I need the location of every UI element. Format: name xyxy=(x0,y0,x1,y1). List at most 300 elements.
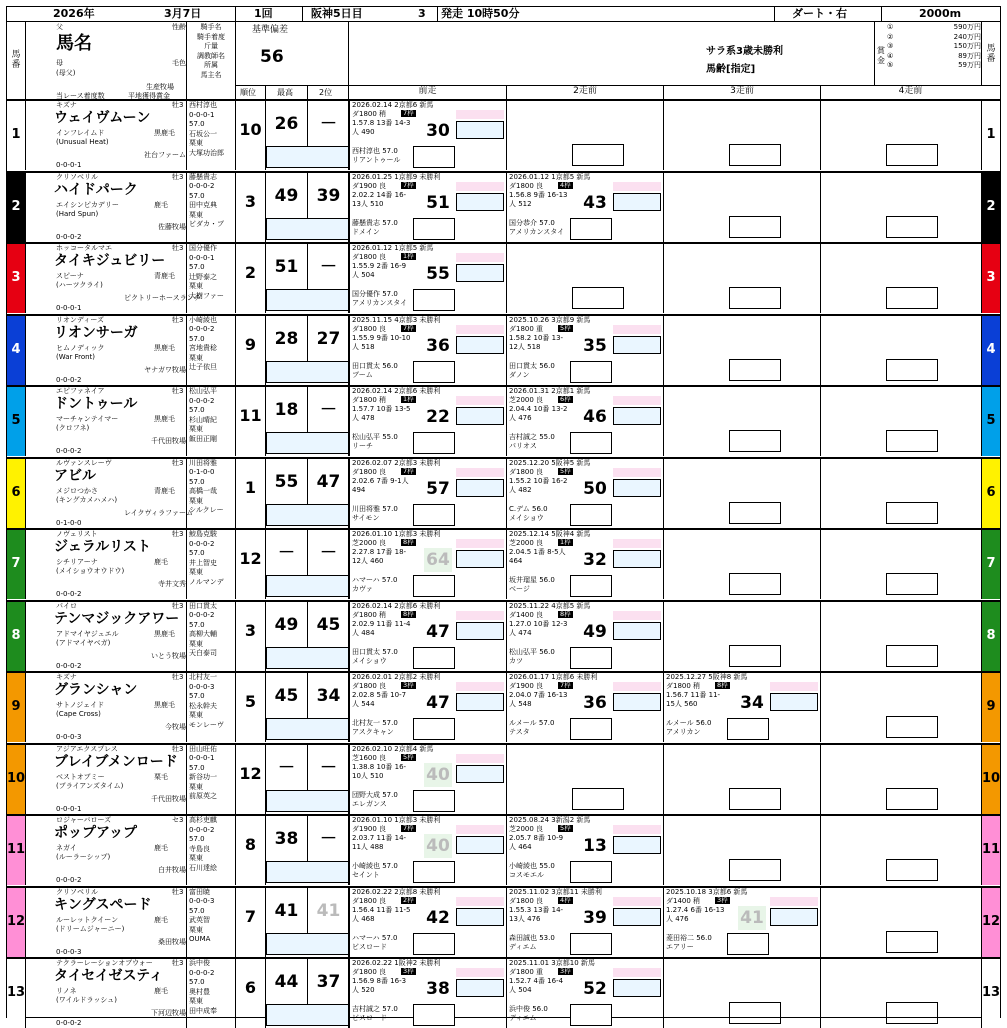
horse-name: リオンサーガ xyxy=(54,324,138,341)
waku-badge: 1枠 xyxy=(560,538,571,546)
ban-label: 番 xyxy=(11,60,21,71)
waku-badge: 2枠 xyxy=(403,895,414,904)
jockey-record: 0-0-0-2 xyxy=(189,325,215,333)
dam: アドマイヤジュエル xyxy=(56,629,119,638)
style-box xyxy=(413,146,455,168)
race-jockey: 吉村誠之 55.0 xyxy=(509,433,555,441)
race-info: 2.02.2 14番 16-13人 510 xyxy=(352,190,407,208)
owner: モンレーヴ xyxy=(189,720,224,729)
style-strip xyxy=(266,1004,349,1026)
pace-marks xyxy=(456,468,504,477)
pace-bar xyxy=(613,622,661,640)
second-score: － xyxy=(320,543,337,563)
mother-label: 母 xyxy=(56,59,63,67)
prev-race-2 xyxy=(506,387,663,456)
owner: シルクレー xyxy=(189,506,224,514)
sire: ノヴェリスト xyxy=(56,530,98,538)
prev-race-4 xyxy=(820,745,981,814)
race-jockey: 森田誠也 53.0 xyxy=(509,933,555,942)
empty-race-box xyxy=(886,931,938,953)
race-card xyxy=(6,6,1001,1027)
best-score: 41 xyxy=(274,900,299,921)
jockey-record: 0-0-0-2 xyxy=(189,396,215,405)
pace-marks xyxy=(456,611,504,620)
score-block xyxy=(236,959,349,1028)
race-jockey: 北村友一 57.0 xyxy=(352,719,398,727)
style-box xyxy=(413,289,455,311)
race-note: カツ xyxy=(509,656,523,665)
pace-bar xyxy=(613,336,661,354)
dam: エイシンピカデリー xyxy=(56,200,119,209)
horse-row xyxy=(7,314,1000,385)
weight: 57.0 xyxy=(189,477,205,486)
pace-bar xyxy=(456,765,504,783)
rank: 5 xyxy=(244,692,257,711)
post-number-left: 9 xyxy=(7,673,26,742)
prev-race-3 xyxy=(663,888,820,957)
pace-marks xyxy=(770,897,818,906)
race-score: 39 xyxy=(583,907,607,928)
horse-name: タイセイゼスティ xyxy=(54,968,164,984)
horse-info xyxy=(26,745,187,814)
horse-row xyxy=(7,385,1000,456)
empty-race-box xyxy=(729,1002,781,1024)
owner-label: 馬主名 xyxy=(200,70,222,79)
horse-info xyxy=(26,530,187,599)
prev-race-1 xyxy=(349,745,506,814)
race-score: 49 xyxy=(583,621,607,642)
date: 3月7日 xyxy=(164,7,202,20)
empty-race-box xyxy=(886,216,938,238)
best-score: 28 xyxy=(274,328,299,349)
second-score: 27 xyxy=(316,328,341,349)
coat: 黒鹿毛 xyxy=(154,701,175,709)
race-date: 2025.12.27 5阪神8 新馬 xyxy=(666,673,748,681)
race-note: エレガンス xyxy=(352,799,387,808)
second-score: － xyxy=(320,257,337,277)
race-score: 64 xyxy=(424,548,452,572)
race-info: 1.27.4 6番 16-13人 476 xyxy=(666,905,725,923)
style-strip xyxy=(266,933,349,955)
dam-sire: (ドリームジャーニー) xyxy=(56,924,125,933)
race-stats: 0-0-0-2 xyxy=(56,590,82,598)
race-note: アメリカン xyxy=(666,728,701,736)
style-strip xyxy=(266,504,349,526)
dam-sire: (アドマイヤベガ) xyxy=(56,638,111,647)
race-date: 2026.02.22 2京都8 未勝利 xyxy=(352,887,441,896)
jockey-info xyxy=(187,459,236,528)
trainer: 松永幹夫 xyxy=(189,701,217,710)
pace-marks xyxy=(456,968,504,977)
affiliation: 栗東 xyxy=(189,568,203,576)
empty-race-box xyxy=(729,502,781,524)
jockey-info xyxy=(187,602,236,671)
rank: 3 xyxy=(244,191,257,211)
race-score: 46 xyxy=(583,407,607,427)
best-score: 49 xyxy=(274,614,299,635)
empty-race-box xyxy=(729,144,781,166)
second-score: 47 xyxy=(316,471,341,492)
prev-race-1 xyxy=(349,816,506,885)
horse-name: テンマジックアワー xyxy=(54,610,180,627)
prev-race-4 xyxy=(820,459,981,528)
trainer: 辻野泰之 xyxy=(189,272,217,281)
post-number-right: 12 xyxy=(981,888,1000,957)
owner: 石川達絵 xyxy=(189,863,217,872)
jockey-record: 0-0-0-2 xyxy=(189,611,215,619)
pace-marks xyxy=(613,325,661,334)
breeder: レイクヴィラファーム xyxy=(124,508,193,517)
post-number-right: 3 xyxy=(981,244,1000,313)
race-jockey: 川田将雅 57.0 xyxy=(352,504,398,513)
mother-father-label: (母父) xyxy=(56,69,76,77)
race-score: 50 xyxy=(583,478,607,499)
coat: 鹿毛 xyxy=(154,987,168,995)
pace-marks xyxy=(456,897,504,906)
race-info: 1.56.4 11番 11-5人 468 xyxy=(352,905,411,923)
pace-marks xyxy=(456,182,504,191)
jockey-record: 0-0-0-1 xyxy=(189,110,215,119)
race-jockey: 団野大成 57.0 xyxy=(352,790,398,799)
race-info: 2.04.0 7番 16-13人 548 xyxy=(509,691,568,708)
race-date: 2025.10.18 3京都6 新馬 xyxy=(666,887,748,896)
affiliation: 栗東 xyxy=(189,997,203,1005)
pace-bar xyxy=(456,693,504,711)
race-jockey: 西村淳也 57.0 xyxy=(352,147,398,155)
second-score: 37 xyxy=(316,972,341,992)
breeder: 寺井文秀 xyxy=(158,580,186,588)
race-note: ビスロード xyxy=(352,1014,387,1022)
prev-race-3 xyxy=(663,959,820,1028)
race-course: ダ1800 稍 xyxy=(352,110,387,118)
dam: リノネ xyxy=(56,987,77,995)
sire: クリソベリル xyxy=(56,172,98,181)
race-info: 2.27.8 17番 18-12人 460 xyxy=(352,548,407,565)
prev-race-1 xyxy=(349,602,506,671)
weight: 57.0 xyxy=(189,835,205,843)
race-note: コスモエル xyxy=(509,871,544,879)
race-stats: 0-0-0-1 xyxy=(56,304,82,312)
empty-race-box xyxy=(729,859,781,881)
prev-race-2 xyxy=(506,673,663,742)
std-diff-label: 基準偏差 xyxy=(252,25,289,35)
coat: 鹿毛 xyxy=(154,844,168,852)
style-strip xyxy=(266,718,349,740)
empty-race-box xyxy=(886,645,938,667)
horse-row xyxy=(7,671,1000,742)
empty-race-box xyxy=(572,788,624,810)
prev-race-3 xyxy=(663,316,820,385)
race-course: ダ1900 良 xyxy=(509,682,544,690)
race-score: 34 xyxy=(740,693,764,713)
prev-race-1 xyxy=(349,316,506,385)
post-number-right: 11 xyxy=(981,816,1000,885)
jockey-record: 0-0-0-1 xyxy=(189,754,215,762)
post-number-left: 11 xyxy=(7,816,26,885)
empty-race-box xyxy=(886,1002,938,1024)
affiliation: 栗東 xyxy=(189,639,203,648)
sex-age: 牡3 xyxy=(172,744,184,753)
prev-race-1 xyxy=(349,673,506,742)
best-score: 55 xyxy=(274,471,299,492)
owner: 大塚功治郎 xyxy=(189,148,224,157)
pace-bar xyxy=(613,693,661,711)
race-jockey: 菱田裕二 56.0 xyxy=(666,933,712,942)
post-number-right: 13 xyxy=(981,959,1000,1028)
empty-race-box xyxy=(729,645,781,667)
weight: 57.0 xyxy=(189,978,205,986)
trainer: 井上智史 xyxy=(189,558,217,567)
race-date: 2026.02.07 2京都3 未勝利 xyxy=(352,458,441,467)
horse-row xyxy=(7,814,1000,885)
shozoku-label: 所属 xyxy=(204,61,218,69)
race-course: ダ1800 重 xyxy=(509,968,544,976)
prev-race-4 xyxy=(820,173,981,242)
race-course: ダ1800 重 xyxy=(509,324,544,333)
prev-race-1 xyxy=(349,959,506,1028)
weight: 57.0 xyxy=(189,191,205,200)
race-note: テスタ xyxy=(509,728,530,736)
breeder-label: 生産牧場 xyxy=(146,83,174,91)
horse-row xyxy=(7,99,1000,170)
score-block xyxy=(236,745,349,814)
horse-info xyxy=(26,101,187,170)
horse-name: ポップアップ xyxy=(54,825,138,841)
race-course: ダ1800 良 xyxy=(352,324,387,333)
race-score: 42 xyxy=(426,907,450,928)
venue: 阪神5日目 xyxy=(311,7,363,20)
race-info: 1.58.2 10番 13-12人 518 xyxy=(509,333,564,351)
race-info: 1.57.7 10番 13-5人 478 xyxy=(352,405,411,422)
race-date: 2025.11.15 4京都3 未勝利 xyxy=(352,315,441,324)
rank: 12 xyxy=(239,549,262,568)
dam-sire: (ルーラーシップ) xyxy=(56,853,111,861)
post-number-left: 3 xyxy=(7,244,26,313)
breeder: 千代田牧場 xyxy=(151,794,186,803)
race-date: 2025.10.26 3京都9 新馬 xyxy=(509,315,591,324)
race-note: エアリー xyxy=(666,942,694,951)
race-jockey: 田口貫太 56.0 xyxy=(352,361,398,370)
horse-row xyxy=(7,171,1000,242)
jockey: 国分優作 xyxy=(189,244,217,252)
waku-badge: 7枠 xyxy=(403,323,414,332)
waku-badge: 3枠 xyxy=(403,967,414,975)
post-number-right: 2 xyxy=(981,173,1000,242)
pace-marks xyxy=(456,325,504,334)
style-box xyxy=(570,647,612,669)
style-box xyxy=(727,718,769,740)
rank: 2 xyxy=(244,263,257,282)
pace-marks xyxy=(770,682,818,691)
score-block xyxy=(236,530,349,599)
style-strip xyxy=(266,218,349,240)
empty-race-box xyxy=(572,144,624,166)
jockey-record: 0-0-0-1 xyxy=(189,253,215,262)
empty-race-box xyxy=(729,216,781,238)
breeder: 桑田牧場 xyxy=(158,937,186,946)
sex-age: 牡3 xyxy=(172,887,184,896)
prev-race-1 xyxy=(349,387,506,456)
race-course: 芝1600 良 xyxy=(352,753,387,762)
race-score: 22 xyxy=(426,407,450,427)
sire: エピファネイア xyxy=(56,387,105,395)
race-date: 2025.12.20 5阪神5 新馬 xyxy=(509,458,591,467)
race-note: ドメイン xyxy=(352,227,380,236)
weight: 57.0 xyxy=(189,549,205,557)
prize-item: ⑤ 59万円 xyxy=(887,61,981,69)
horse-name: ドントゥール xyxy=(54,396,138,412)
race-stats: 0-0-0-2 xyxy=(56,375,82,384)
prize-item: ④ 89万円 xyxy=(887,51,981,60)
race-course: 芝2000 良 xyxy=(509,396,544,404)
race-course: ダ1800 良 xyxy=(352,467,387,476)
style-box xyxy=(570,1004,612,1026)
pace-marks xyxy=(613,968,661,977)
prize-label: 賞金 xyxy=(877,46,885,65)
jockey: 田山旺佑 xyxy=(189,744,217,753)
horse-row xyxy=(7,743,1000,814)
waku-badge: 8枠 xyxy=(717,681,728,689)
race-jockey: 国分恭介 57.0 xyxy=(509,218,555,227)
trainer: 奥村豊 xyxy=(189,987,210,996)
sire: キズナ xyxy=(56,101,77,109)
empty-race-box xyxy=(729,788,781,810)
second-score: － xyxy=(320,400,337,420)
race-date: 2025.11.01 3京都10 新馬 xyxy=(509,959,595,967)
post-number-left: 5 xyxy=(7,387,26,456)
coat: 黒鹿毛 xyxy=(154,129,175,137)
race-date: 2026.02.14 2京都6 未勝利 xyxy=(352,387,441,395)
prev-race-1 xyxy=(349,459,506,528)
race-jockey: 浜中俊 56.0 xyxy=(509,1005,548,1013)
pace-marks xyxy=(613,611,661,620)
race-stats: 0-0-0-1 xyxy=(56,804,82,813)
race-score: 47 xyxy=(426,621,450,642)
coat: 鹿毛 xyxy=(154,915,168,924)
pace-marks xyxy=(613,468,661,477)
sire: ホッコータルマエ xyxy=(56,244,112,252)
dam-sire: (Hard Spun) xyxy=(56,209,99,218)
race-jockey: 松山弘平 56.0 xyxy=(509,647,555,656)
race-note: ビスロード xyxy=(352,942,387,951)
waku-badge: 5枠 xyxy=(560,323,571,332)
waku-badge: 7枠 xyxy=(403,109,414,117)
waku-badge: 5枠 xyxy=(560,466,571,475)
score-block xyxy=(236,816,349,885)
breeder: 佐藤牧場 xyxy=(158,222,186,231)
horse-row xyxy=(7,886,1000,957)
dam-sire: (クロフネ) xyxy=(56,424,90,432)
dam-sire: (メイショウオウドウ) xyxy=(56,567,125,575)
pace-bar xyxy=(456,836,504,854)
race-info: 1.57.8 13番 14-3人 490 xyxy=(352,119,411,136)
weight: 57.0 xyxy=(189,692,205,700)
style-box xyxy=(413,861,455,883)
pace-marks xyxy=(613,539,661,548)
coat: 青鹿毛 xyxy=(154,272,175,280)
race-score: 41 xyxy=(738,906,766,930)
breeder: 社台ファーム xyxy=(144,151,186,159)
empty-race-box xyxy=(729,430,781,452)
sex-age: 牡3 xyxy=(172,673,184,681)
horse-row xyxy=(7,457,1000,528)
horse-name: ハイドパーク xyxy=(54,181,138,198)
race-date: 2026.01.10 1京都3 未勝利 xyxy=(352,530,441,538)
owner: 田中成奉 xyxy=(189,1006,217,1015)
jockey-weight-label: 騎手着度 xyxy=(197,32,225,41)
race-course: 芝2000 良 xyxy=(509,825,544,833)
race-note: メイショウ xyxy=(509,513,544,522)
prev-race-2 xyxy=(506,959,663,1028)
post-number-right: 1 xyxy=(981,101,1000,170)
pace-bar xyxy=(456,407,504,425)
score-block xyxy=(236,173,349,242)
prev-race-3 xyxy=(663,244,820,313)
pace-bar xyxy=(613,979,661,997)
dam: シチリアーナ xyxy=(56,558,98,566)
second-score: － xyxy=(320,829,337,849)
second-score: 34 xyxy=(316,686,341,706)
sex-age: 牡3 xyxy=(172,172,184,181)
rank: 12 xyxy=(239,763,262,783)
race-score: 57 xyxy=(426,478,450,499)
second-score: － xyxy=(320,114,337,134)
race-score: 52 xyxy=(583,979,607,999)
race-note: ブーム xyxy=(352,370,373,379)
empty-race-box xyxy=(886,716,938,738)
weight: 57.0 xyxy=(189,906,205,915)
jockey-info xyxy=(187,745,236,814)
horse-name: ウェイヴムーン xyxy=(54,110,151,126)
ban-label-right: 番 xyxy=(986,54,996,65)
affiliation: 栗東 xyxy=(189,782,203,791)
prev-race-3 xyxy=(663,602,820,671)
waku-badge: 4枠 xyxy=(560,180,571,189)
kai: 1回 xyxy=(254,7,273,20)
waku-badge: 8枠 xyxy=(403,609,414,618)
horse-info xyxy=(26,673,187,742)
race-note: サイモン xyxy=(352,513,380,522)
race-date: 2025.08.24 3新潟2 新馬 xyxy=(509,816,591,824)
horse-row xyxy=(7,600,1000,671)
race-number: 3 xyxy=(418,7,426,20)
best-score: 26 xyxy=(274,114,299,134)
race-info: 1.55.2 10番 16-2人 482 xyxy=(509,476,568,494)
style-box xyxy=(413,218,455,240)
prev-race-2 xyxy=(506,101,663,170)
coat: 黒鹿毛 xyxy=(154,343,175,352)
race-score: 32 xyxy=(583,550,607,570)
trainer: 新谷功一 xyxy=(189,773,217,781)
race-jockey: ハマーハ 57.0 xyxy=(352,933,398,942)
rank: 3 xyxy=(244,620,257,640)
style-strip xyxy=(266,289,349,311)
pace-bar xyxy=(456,979,504,997)
style-strip xyxy=(266,146,349,168)
pace-marks xyxy=(456,396,504,405)
style-box xyxy=(727,933,769,955)
race-stats: 0-0-0-1 xyxy=(56,161,82,169)
score-block xyxy=(236,673,349,742)
order-label: 順位 xyxy=(240,88,256,97)
trainer: 寺島良 xyxy=(189,844,210,853)
horse-info xyxy=(26,816,187,885)
prev-race-2 xyxy=(506,316,663,385)
affiliation: 栗東 xyxy=(189,711,203,719)
breeder: ヤナガワ牧場 xyxy=(144,365,186,374)
rank: 8 xyxy=(244,835,257,854)
pace-bar xyxy=(613,908,661,926)
